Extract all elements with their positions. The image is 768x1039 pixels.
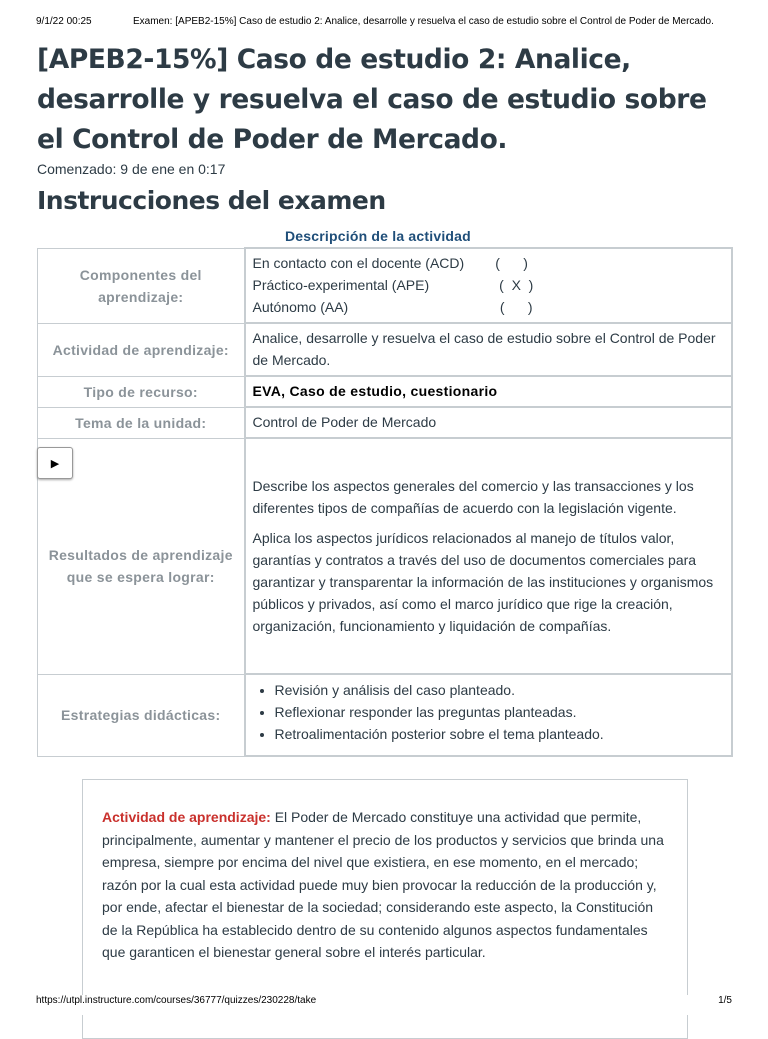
quiz-started-time: Comenzado: 9 de ene en 0:17 xyxy=(37,161,226,177)
components-label: Componentes del aprendizaje: xyxy=(38,248,245,323)
print-url: https://utpl.instructure.com/courses/36777/quizzes/230228/take xyxy=(36,995,317,1006)
activity-value: Analice, desarrolle y resuelva el caso de estudio sobre el Control de Poder de Mercado. xyxy=(245,323,733,376)
table-row-strategies xyxy=(38,674,733,756)
topic-label: Tema de la unidad: xyxy=(38,407,245,438)
result-paragraph: Describe los aspectos generales del comercio y las transacciones y los diferentes tipos de compañías de acuerdo con la legislación vigente. xyxy=(252,478,694,516)
quiz-title: [APEB2-15%] Caso de estudio 2: Analice, desarrolle y resuelva el caso de estudio sobre el Control de Poder de Mercado. xyxy=(37,44,707,155)
components-value xyxy=(245,248,733,323)
media-play-button[interactable] xyxy=(37,447,73,479)
result-paragraph: Aplica los aspectos jurídicos relacionados al manejo de títulos valor, garantías y contratos a través del uso de documentos comerciales para garantizar y transparentar la información de las instituciones y organismos públicos y privados, así como el marco jurídico que rige la creación, organización, funcionamiento y liquidación de compañías. xyxy=(252,530,714,634)
activity-description-table xyxy=(37,247,733,757)
activity-box-text: El Poder de Mercado constituye una actividad que permite, principalmente, aumentar y mantener el precio de los productos y servicios que brinda una empresa, siempre por encima del nivel que existiera, en ese momento, en el mercado; razón por la cual esta actividad puede muy bien provocar la reducción de la producción y, por ende, afectar el bienestar de la sociedad; considerando este aspecto, la Constitución de la República ha establecido dentro de su contenido algunos aspectos fundamentales que garanticen el bienestar general sobre el interés particular. xyxy=(102,809,664,960)
table-row-components xyxy=(38,248,733,323)
component-aa: Autónomo (AA) ( ) xyxy=(252,299,533,315)
print-page-number: 1/5 xyxy=(718,995,732,1006)
resource-label: Tipo de recurso: xyxy=(38,376,245,407)
results-value xyxy=(245,438,733,674)
table-row-resource xyxy=(38,376,733,407)
strategies-label: Estrategias didácticas: xyxy=(38,674,245,756)
list-item: • Revisión y análisis del caso planteado. xyxy=(275,679,726,701)
play-icon: ▶ xyxy=(50,457,60,470)
strategies-list xyxy=(253,679,726,745)
table-row-topic xyxy=(38,407,733,438)
strategies-value xyxy=(245,674,733,756)
instructions-heading: Instrucciones del examen xyxy=(37,186,386,215)
resource-value: EVA, Caso de estudio, cuestionario xyxy=(245,376,733,407)
results-label: Resultados de aprendizaje que se espera lograr: xyxy=(38,438,245,674)
component-ape: Práctico-experimental (APE) ( X ) xyxy=(252,277,534,293)
table-row-activity xyxy=(38,323,733,376)
activity-label: Actividad de aprendizaje: xyxy=(38,323,245,376)
list-item: • Reflexionar responder las preguntas planteadas. xyxy=(275,701,726,723)
table-row-results xyxy=(38,438,733,674)
table-caption: Descripción de la actividad xyxy=(285,228,471,244)
list-item: • Retroalimentación posterior sobre el tema planteado. xyxy=(275,723,726,745)
print-page-title: Examen: [APEB2-15%] Caso de estudio 2: Analice, desarrolle y resuelva el caso de estudio sobre el Control de Poder de Mercado. xyxy=(133,16,714,27)
activity-box-label: Actividad de aprendizaje: xyxy=(102,809,271,825)
print-footer xyxy=(36,995,732,1015)
topic-value: Control de Poder de Mercado xyxy=(245,407,733,438)
print-date: 9/1/22 00:25 xyxy=(36,16,92,27)
component-acd: En contacto con el docente (ACD) ( ) xyxy=(252,255,528,271)
